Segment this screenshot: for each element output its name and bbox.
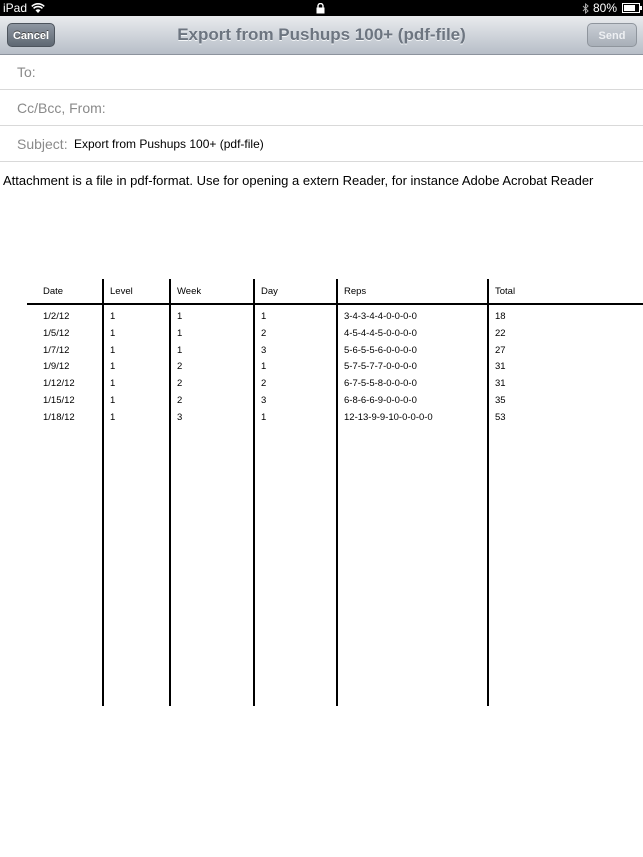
table-cell: 1 (261, 411, 267, 423)
table-cell: 22 (495, 327, 506, 339)
column-header-reps: Reps (344, 286, 367, 297)
table-cell: 6-7-5-5-8-0-0-0-0 (344, 378, 417, 390)
column-divider (102, 279, 104, 706)
message-body[interactable]: Attachment is a file in pdf-format. Use for opening a extern Reader, for instance Adobe Acrobat Reader (3, 173, 594, 188)
table-cell: 27 (495, 344, 506, 356)
table-cell: 1 (177, 327, 183, 339)
bluetooth-icon (582, 3, 589, 14)
column-header-date: Date (43, 286, 64, 297)
table-cell: 18 (495, 311, 506, 322)
send-button[interactable]: Send (587, 23, 637, 47)
table-cell: 1 (110, 327, 116, 339)
table-cell: 1/5/12 (43, 327, 70, 339)
table-cell: 3 (261, 395, 267, 406)
table-cell: 31 (495, 361, 506, 373)
lock-icon (316, 3, 325, 14)
table-cell: 1/9/12 (43, 361, 70, 373)
table-cell: 2 (261, 327, 267, 339)
device-label: iPad (3, 1, 28, 15)
table-cell: 2 (177, 378, 183, 390)
table-cell: 4-5-4-4-5-0-0-0-0 (344, 327, 417, 339)
table-cell: 12-13-9-9-10-0-0-0-0 (344, 411, 433, 423)
status-bar (0, 0, 643, 16)
table-cell: 2 (177, 395, 183, 406)
subject-value: Export from Pushups 100+ (pdf-file) (74, 137, 264, 151)
table-cell: 1 (110, 378, 116, 390)
navigation-bar (0, 16, 643, 55)
table-cell: 1/15/12 (43, 395, 75, 406)
table-cell: 1 (110, 344, 116, 356)
table-cell: 6-8-6-6-9-0-0-0-0 (344, 395, 417, 406)
table-cell: 3 (261, 344, 267, 356)
table-cell: 35 (495, 395, 506, 406)
table-cell: 3 (177, 411, 183, 423)
table-cell: 1 (261, 361, 267, 373)
table-cell: 1 (110, 311, 116, 322)
header-rule (27, 303, 643, 305)
column-header-level: Level (110, 286, 133, 297)
table-cell: 1/7/12 (43, 344, 70, 356)
table-cell: 2 (177, 361, 183, 373)
battery-percent: 80% (592, 1, 617, 15)
cc-bcc-label: Cc/Bcc, From: (17, 100, 106, 116)
table-cell: 1 (110, 411, 116, 423)
table-cell: 1/18/12 (43, 411, 75, 423)
table-cell: 5-6-5-5-6-0-0-0-0 (344, 344, 417, 356)
column-header-total: Total (495, 286, 516, 297)
table-cell: 1 (177, 311, 183, 322)
table-cell: 31 (495, 378, 506, 390)
column-divider (487, 279, 489, 706)
battery-icon (622, 3, 640, 13)
table-cell: 1 (110, 361, 116, 373)
column-divider (336, 279, 338, 706)
column-header-day: Day (261, 286, 278, 297)
table-cell: 1/2/12 (43, 311, 70, 322)
table-cell: 2 (261, 378, 267, 390)
page-title: Export from Pushups 100+ (pdf-file) (177, 25, 466, 44)
to-field[interactable] (0, 54, 643, 90)
column-divider (253, 279, 255, 706)
table-cell: 1 (177, 344, 183, 356)
cancel-button[interactable]: Cancel (7, 23, 55, 47)
table-cell: 53 (495, 411, 506, 423)
column-header-week: Week (177, 286, 202, 297)
table-cell: 3-4-3-4-4-0-0-0-0 (344, 311, 417, 322)
table-cell: 5-7-5-7-7-0-0-0-0 (344, 361, 417, 373)
table-cell: 1 (261, 311, 267, 322)
cc-bcc-field[interactable] (0, 90, 643, 126)
to-label: To: (17, 64, 36, 80)
column-divider (169, 279, 171, 706)
wifi-icon (31, 3, 45, 14)
table-cell: 1/12/12 (43, 378, 75, 390)
subject-field[interactable] (0, 126, 643, 162)
subject-label: Subject: (17, 136, 68, 152)
table-cell: 1 (110, 395, 116, 406)
